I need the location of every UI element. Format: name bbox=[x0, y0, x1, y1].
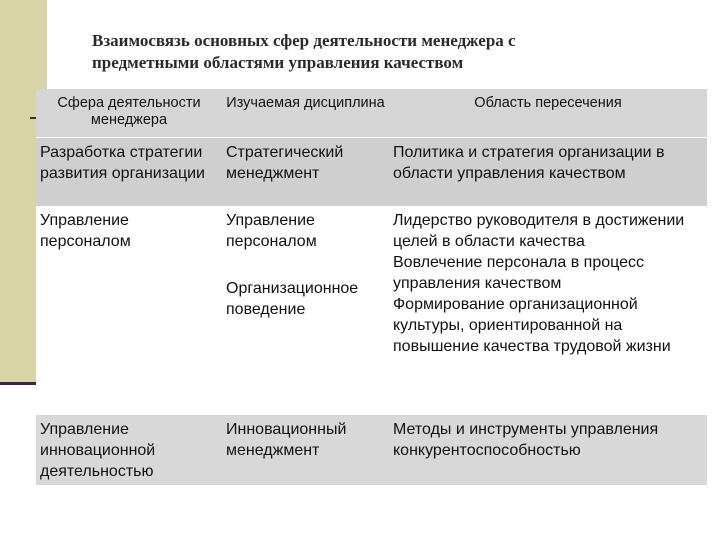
cell-discipline: Стратегический менеджмент bbox=[222, 138, 389, 207]
cell-discipline: Управление персоналом bbox=[226, 212, 317, 250]
title-line-1: Взаимосвязь основных сфер деятельности менеджера с bbox=[92, 31, 516, 50]
header-sphere: Сфера деятельности менеджера bbox=[36, 89, 222, 138]
cell-discipline: Инновационный менеджмент bbox=[222, 415, 389, 485]
cell-area-group bbox=[389, 206, 707, 415]
table-row bbox=[36, 415, 707, 485]
cell-area: Методы и инструменты управления конкурентоспособностью bbox=[389, 415, 707, 485]
cell-area: Лидерство руководителя в достижении целей в области качества bbox=[393, 212, 685, 250]
title-line-2: предметными областями управления качеством bbox=[92, 53, 464, 72]
cell-sphere: Управление инновационной деятельностью bbox=[36, 415, 222, 485]
cell-sphere: Разработка стратегии развития организации bbox=[36, 138, 222, 207]
table-header-row bbox=[36, 89, 707, 138]
header-discipline: Изучаемая дисциплина bbox=[222, 89, 389, 138]
cell-area-2: Вовлечение персонала в процесс управления качеством bbox=[393, 254, 644, 292]
cell-sphere: Управление персоналом bbox=[36, 206, 222, 415]
table-row bbox=[36, 138, 707, 207]
relationship-table bbox=[36, 89, 707, 485]
cell-area-3: Формирование организационной культуры, ориентированной на повышение качества трудовой жизни bbox=[393, 296, 671, 355]
cell-discipline-2: Организационное поведение bbox=[226, 280, 359, 318]
table-row bbox=[36, 206, 707, 415]
cell-area: Политика и стратегия организации в области управления качеством bbox=[389, 138, 707, 207]
slide-title bbox=[92, 30, 692, 74]
cell-discipline-group bbox=[222, 206, 389, 415]
header-area: Область пересечения bbox=[389, 89, 707, 138]
